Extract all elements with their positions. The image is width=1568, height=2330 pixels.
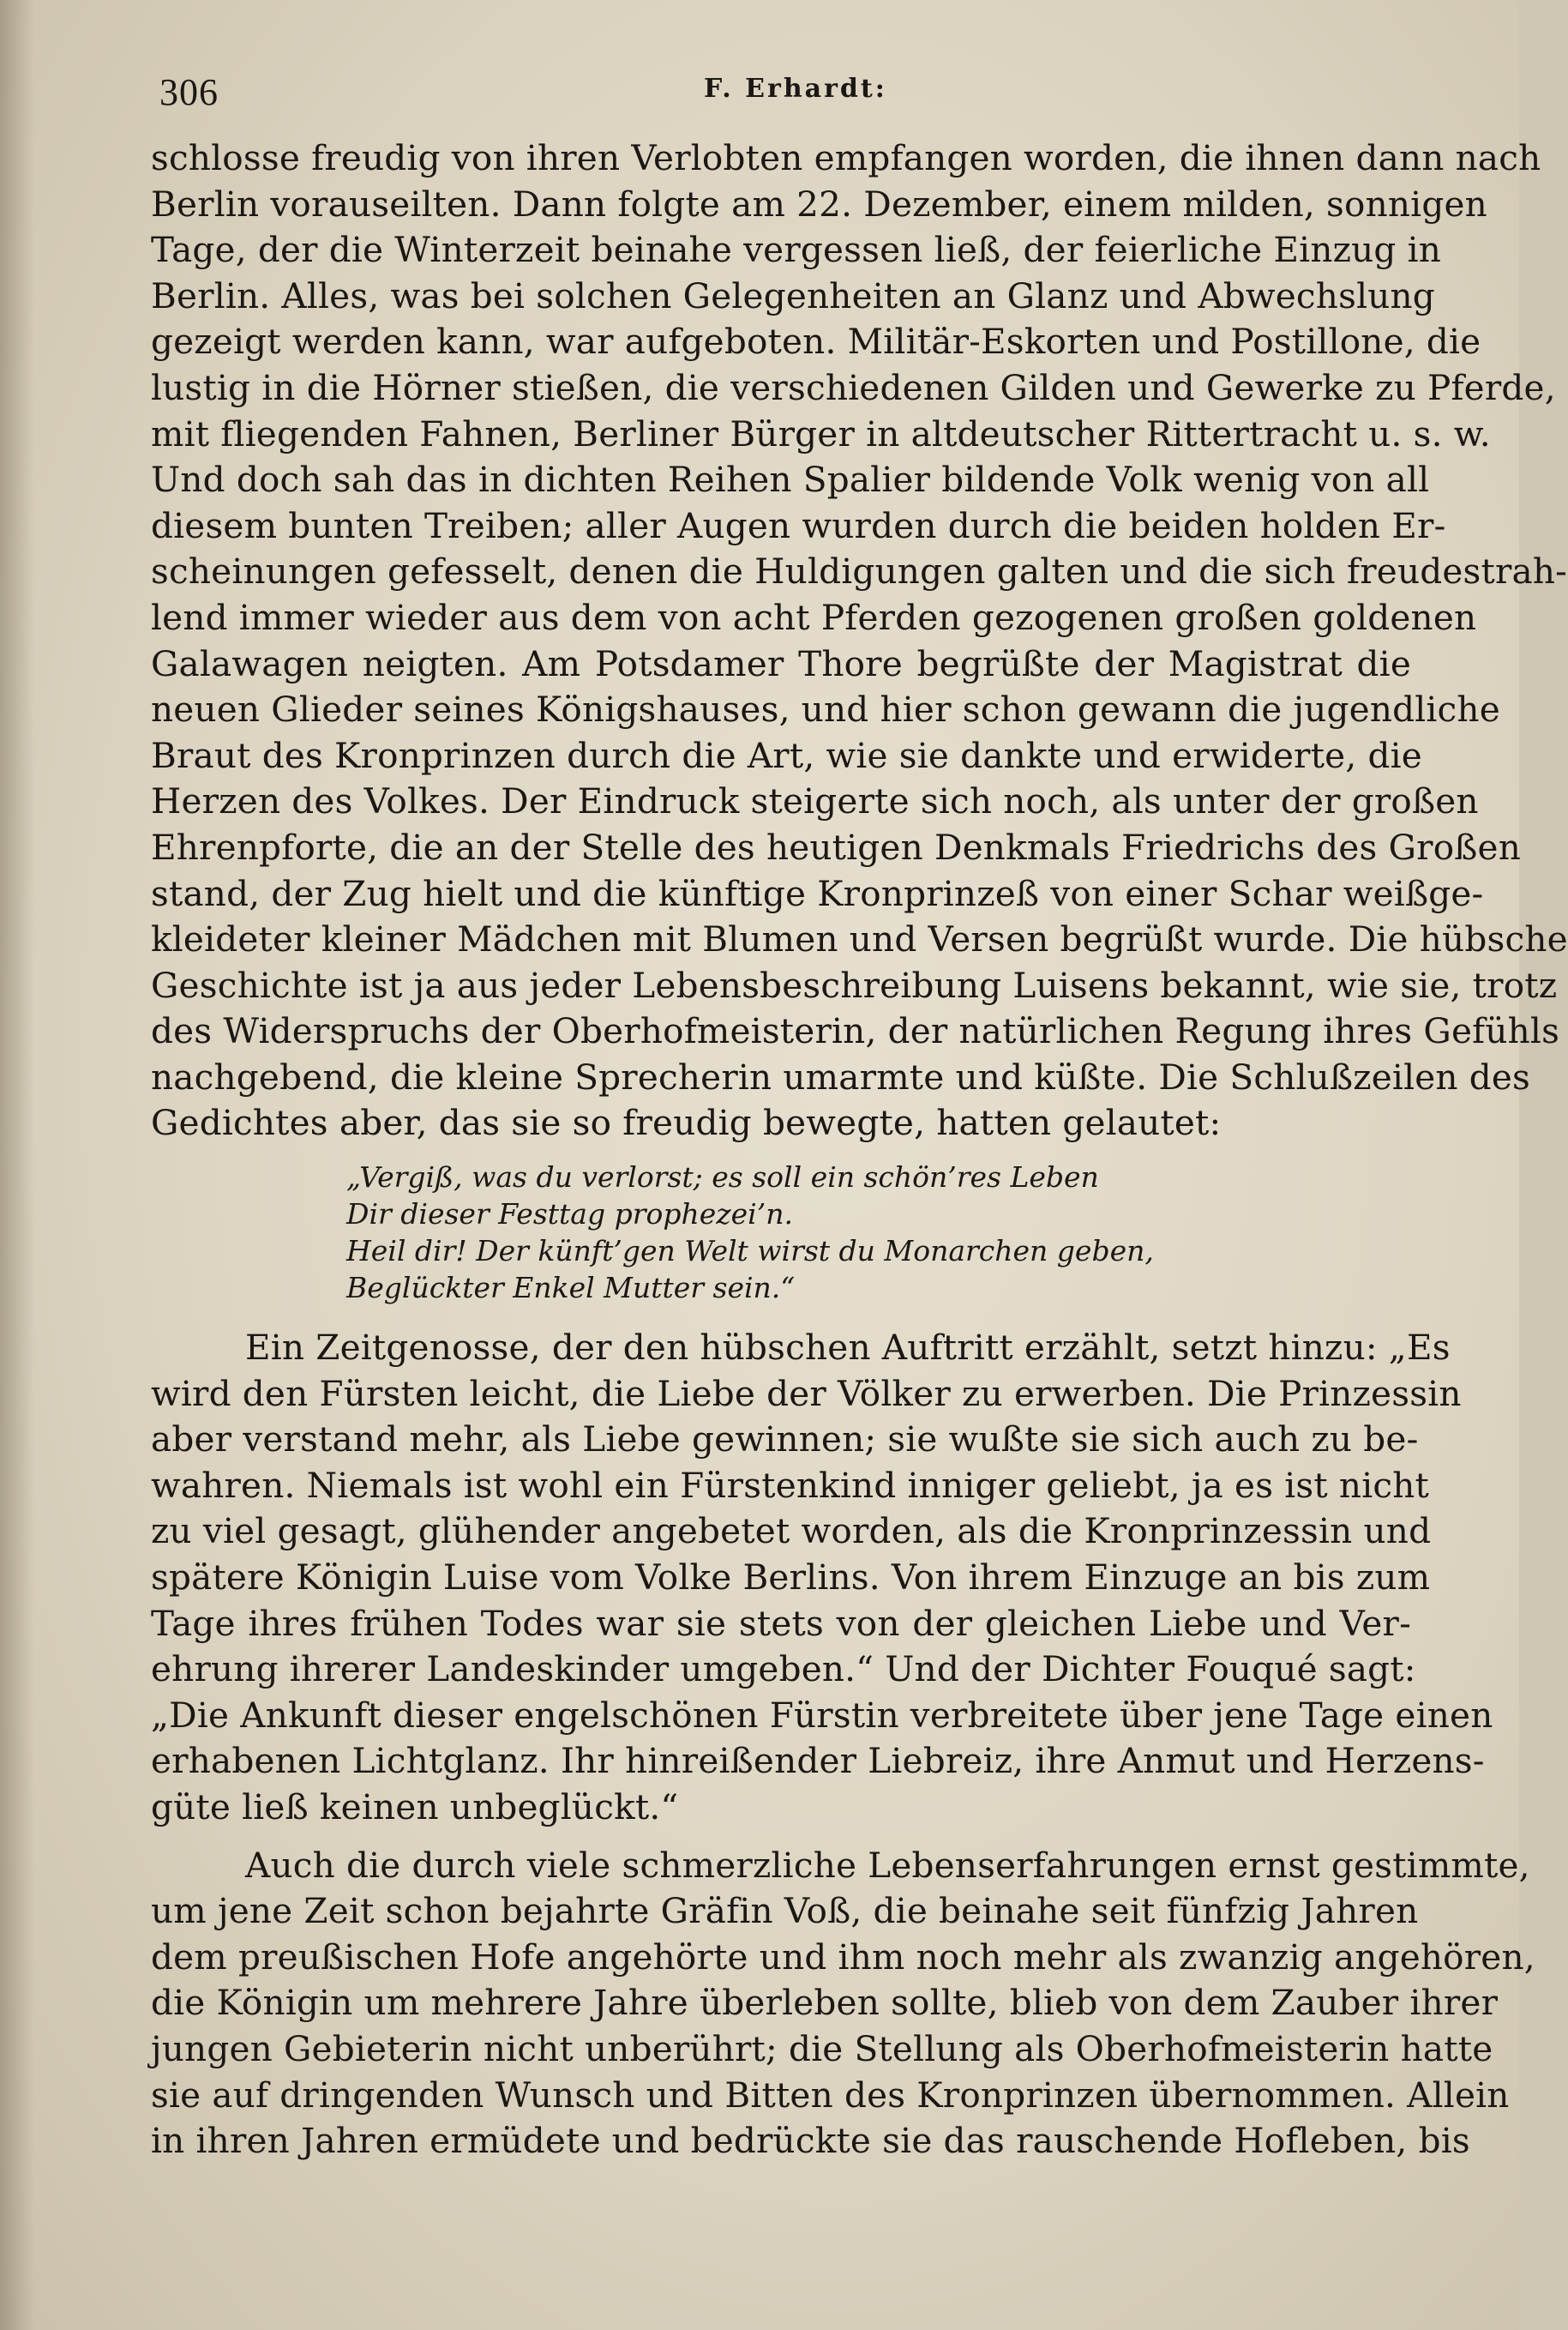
body-text bbox=[151, 135, 1568, 2164]
paragraph-gap bbox=[151, 1831, 1411, 1843]
text-line: Geschichte ist ja aus jeder Lebensbeschreibung Luisens bekannt, wie sie, trotz bbox=[151, 964, 1558, 1006]
text-after-poem bbox=[151, 1325, 1535, 2164]
text-line: Galawagen neigten. Am Potsdamer Thore begrüßte der Magistrat die bbox=[151, 642, 1411, 684]
paragraph bbox=[151, 1843, 1535, 2164]
text-line: Berlin vorauseilten. Dann folgte am 22. Dezember, einem milden, sonnigen bbox=[151, 183, 1487, 225]
text-line: diesem bunten Treiben; aller Augen wurden durch die beiden holden Er- bbox=[151, 504, 1446, 546]
poem-line: Beglückter Enkel Mutter sein.“ bbox=[346, 1271, 796, 1305]
text-line: Tage, der die Winterzeit beinahe vergessen ließ, der feierliche Einzug in bbox=[151, 229, 1442, 271]
text-line: Und doch sah das in dichten Reihen Spalier bildende Volk wenig von all bbox=[151, 459, 1430, 501]
text-line: mit fliegenden Fahnen, Berliner Bürger in altdeutscher Rittertracht u. s. w. bbox=[151, 412, 1491, 455]
text-line: um jene Zeit schon bejahrte Gräfin Voß, die beinahe seit fünfzig Jahren bbox=[151, 1890, 1419, 1932]
text-before-poem bbox=[151, 135, 1568, 1147]
text-line: zu viel gesagt, glühender angebetet worden, als die Kronprinzessin und bbox=[151, 1510, 1432, 1552]
text-line: Ein Zeitgenosse, der den hübschen Auftritt erzählt, setzt hinzu: „Es bbox=[245, 1327, 1451, 1369]
text-line: scheinungen gefesselt, denen die Huldigungen galten und die sich freudestrah- bbox=[151, 551, 1568, 593]
text-line: Ehrenpforte, die an der Stelle des heutigen Denkmals Friedrichs des Großen bbox=[151, 826, 1521, 868]
text-line: güte ließ keinen unbeglückt.“ bbox=[151, 1786, 679, 1827]
text-line: des Widerspruchs der Oberhofmeisterin, der natürlichen Regung ihres Gefühls bbox=[151, 1010, 1560, 1052]
page-header bbox=[151, 70, 1416, 122]
text-line: lend immer wieder aus dem von acht Pferden gezogenen großen goldenen bbox=[151, 596, 1477, 638]
text-line: stand, der Zug hielt und die künftige Kronprinzeß von einer Schar weißge- bbox=[151, 872, 1484, 914]
poem-quote bbox=[346, 1159, 1411, 1306]
text-line: kleideter kleiner Mädchen mit Blumen und Versen begrüßt wurde. Die hübsche bbox=[151, 918, 1568, 960]
text-line: Berlin. Alles, was bei solchen Gelegenheiten an Glanz und Abwechslung bbox=[151, 274, 1435, 316]
text-line: in ihren Jahren ermüdete und bedrückte sie das rauschende Hofleben, bis bbox=[151, 2120, 1470, 2162]
text-line: Auch die durch viele schmerzliche Lebenserfahrungen ernst gestimmte, bbox=[245, 1844, 1530, 1886]
running-head: F. Erhardt: bbox=[704, 74, 887, 104]
text-line: wahren. Niemals ist wohl ein Fürstenkind inniger geliebt, ja es ist nicht bbox=[151, 1464, 1430, 1506]
text-line: Gedichtes aber, das sie so freudig bewegte, hatten gelautet: bbox=[151, 1102, 1222, 1144]
text-line: sie auf dringenden Wunsch und Bitten des Kronprinzen übernommen. Allein bbox=[151, 2074, 1510, 2116]
poem-line: „Vergiß, was du verlorst; es soll ein schön’res Leben bbox=[346, 1160, 1099, 1195]
text-line: „Die Ankunft dieser engelschönen Fürstin verbreitete über jene Tage einen bbox=[151, 1694, 1493, 1736]
text-line: nachgebend, die kleine Sprecherin umarmte und küßte. Die Schlußzeilen des bbox=[151, 1056, 1531, 1098]
poem-line: Heil dir! Der künft’gen Welt wirst du Monarchen geben, bbox=[346, 1234, 1154, 1268]
text-line: jungen Gebieterin nicht unberührt; die Stellung als Oberhofmeisterin hatte bbox=[151, 2027, 1493, 2069]
text-line: die Königin um mehrere Jahre überleben sollte, blieb von dem Zauber ihrer bbox=[151, 1982, 1499, 2024]
text-line: schlosse freudig von ihren Verlobten empfangen worden, die ihnen dann nach bbox=[151, 137, 1541, 178]
text-line: dem preußischen Hofe angehörte und ihm noch mehr als zwanzig angehören, bbox=[151, 1936, 1535, 1978]
text-line: Tage ihres frühen Todes war sie stets von der gleichen Liebe und Ver- bbox=[151, 1602, 1411, 1644]
text-line: neuen Glieder seines Königshauses, und hier schon gewann die jugendliche bbox=[151, 689, 1500, 731]
text-line: Herzen des Volkes. Der Eindruck steigerte sich noch, als unter der großen bbox=[151, 780, 1479, 822]
text-line: aber verstand mehr, als Liebe gewinnen; sie wußte sie sich auch zu be- bbox=[151, 1418, 1419, 1460]
text-line: lustig in die Hörner stießen, die verschiedenen Gilden und Gewerke zu Pferde, bbox=[151, 366, 1556, 408]
text-line: erhabenen Lichtglanz. Ihr hinreißender Liebreiz, ihre Anmut und Herzens- bbox=[151, 1740, 1485, 1782]
paragraph bbox=[151, 1325, 1493, 1831]
text-line: Braut des Kronprinzen durch die Art, wie sie dankte und erwiderte, die bbox=[151, 734, 1422, 776]
paragraph bbox=[151, 135, 1568, 1147]
text-line: gezeigt werden kann, war aufgeboten. Militär-Eskorten und Postillone, die bbox=[151, 321, 1481, 363]
text-line: wird den Fürsten leicht, die Liebe der Völker zu erwerben. Die Prinzessin bbox=[151, 1372, 1462, 1414]
poem-line: Dir dieser Festtag prophezei’n. bbox=[346, 1197, 793, 1231]
text-line: ehrung ihrerer Landeskinder umgeben.“ Und der Dichter Fouqué sagt: bbox=[151, 1648, 1416, 1690]
page-number: 306 bbox=[159, 71, 219, 113]
text-line: spätere Königin Luise vom Volke Berlins. Von ihrem Einzuge an bis zum bbox=[151, 1556, 1431, 1598]
